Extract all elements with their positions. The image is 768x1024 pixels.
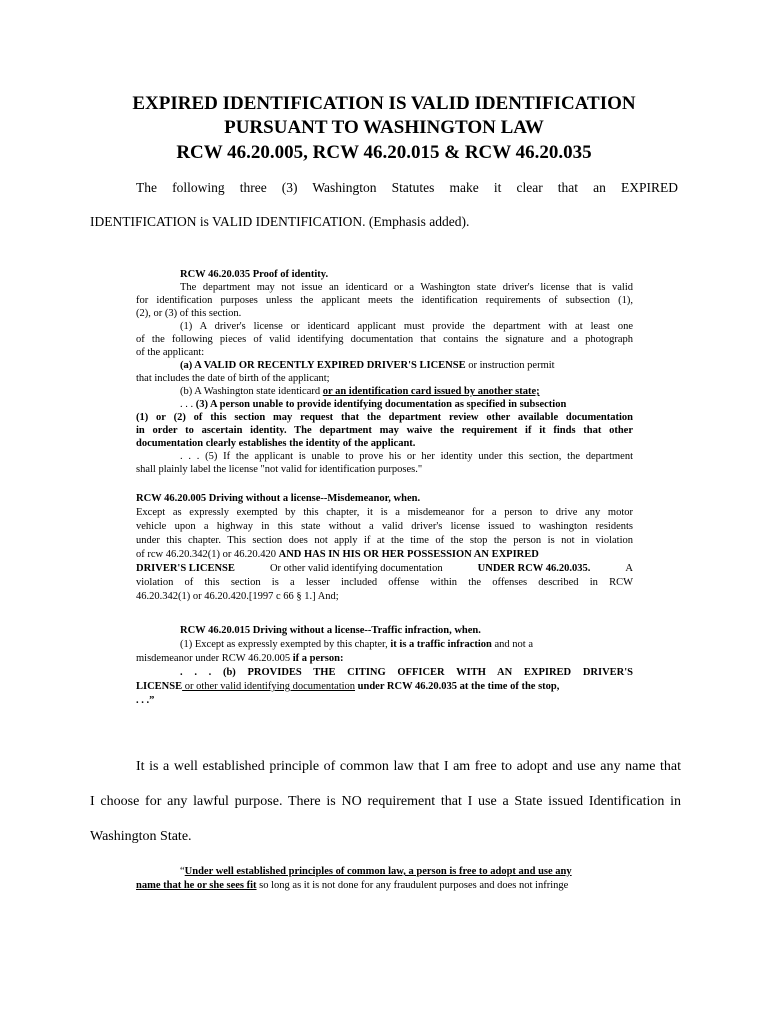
emphasis-text: (a) A VALID OR RECENTLY EXPIRED DRIVER'S LICENSE	[180, 360, 466, 371]
rcw-005-heading: RCW 46.20.005 Driving without a license--Misdemeanor, when.	[136, 493, 421, 504]
quote-line-1	[180, 865, 572, 878]
rcw-005-line: under this chapter. This section does not apply if at the time of the stop the person is not in violation	[136, 535, 633, 546]
emphasis-text: under RCW 46.20.035 at the time of the stop,	[355, 681, 560, 692]
common-law-line-3: Washington State.	[90, 829, 192, 844]
title-line-1: EXPIRED IDENTIFICATION IS VALID IDENTIFICATION	[132, 93, 636, 114]
plain-text: of rcw 46.20.342(1) or 46.20.420	[136, 549, 279, 560]
rcw-005-line: 46.20.342(1) or 46.20.420.[1997 c 66 § 1.] And;	[136, 591, 339, 602]
rcw-015-line	[136, 680, 559, 693]
rcw-035-line: The department may not issue an identicard or a Washington state driver's license that is valid	[180, 282, 633, 293]
emphasis-text: (3) A person unable to provide identifying documentation as specified in subsection	[195, 399, 567, 410]
plain-text: misdemeanor under RCW 46.20.005	[136, 653, 293, 664]
emphasis-text: it is a traffic infraction	[390, 639, 492, 650]
rcw-035-line: that includes the date of birth of the applicant;	[136, 373, 330, 384]
plain-text: A	[625, 563, 633, 574]
emphasis-text: DRIVER'S LICENSE	[136, 563, 235, 574]
emphasis-text: UNDER RCW 46.20.035.	[477, 563, 591, 574]
rcw-035-line: (1) A driver's license or identicard applicant must provide the department with at least one	[180, 321, 633, 332]
rcw-015-line	[136, 652, 343, 665]
plain-text: and not a	[491, 639, 533, 650]
emphasis-text: if a person:	[292, 653, 344, 664]
rcw-035-line: (1) or (2) of this section may request that the department review other available documentation	[136, 412, 633, 423]
intro-line-1: The following three (3) Washington Statutes make it clear that an EXPIRED	[136, 180, 678, 195]
rcw-035-heading: RCW 46.20.035 Proof of identity.	[180, 269, 329, 280]
rcw-005-line	[136, 548, 539, 561]
quote-mark: “	[180, 866, 185, 877]
underlined-text: or other valid identifying documentation	[182, 681, 356, 692]
rcw-035-line: documentation clearly establishes the identity of the applicant.	[136, 438, 416, 449]
rcw-005-line: violation of this section is a lesser included offense within the offenses described in RCW	[136, 577, 633, 588]
emphasis-text: LICENSE	[136, 681, 183, 692]
rcw-005-line	[136, 562, 633, 575]
rcw-035-line	[180, 359, 555, 372]
common-law-line-1: It is a well established principle of common law that I am free to adopt and use any name that	[136, 759, 681, 774]
title-line-2: PURSUANT TO WASHINGTON LAW	[224, 117, 544, 138]
emphasis-text: Under well established principles of common law, a person is free to adopt and use any	[184, 866, 572, 877]
title-line-3: RCW 46.20.005, RCW 46.20.015 & RCW 46.20.035	[176, 142, 592, 163]
plain-text: so long as it is not done for any fraudulent purposes and does not infringe	[256, 880, 569, 891]
rcw-005-line: vehicle upon a highway in this state without a valid driver's license issued to washington residents	[136, 521, 633, 532]
rcw-015-line	[180, 638, 533, 651]
rcw-035-line: (2), or (3) of this section.	[136, 308, 242, 319]
rcw-035-line: shall plainly label the license "not valid for identification purposes."	[136, 464, 423, 475]
plain-text: Or other valid identifying documentation	[269, 563, 443, 574]
emphasis-text: or an identification card issued by another state;	[322, 386, 540, 397]
rcw-035-line: . . . (5) If the applicant is unable to prove his or her identity under this section, the department	[180, 451, 633, 462]
intro-line-2: IDENTIFICATION is VALID IDENTIFICATION. (Emphasis added).	[90, 214, 470, 229]
emphasis-text: AND HAS IN HIS OR HER POSSESSION AN EXPIRED	[278, 549, 539, 560]
plain-text: (1) Except as expressly exempted by this chapter,	[180, 639, 391, 650]
rcw-035-line: for identification purposes unless the applicant meets the identification requirements of subsection (1),	[136, 295, 633, 306]
rcw-035-line: of the following pieces of valid identifying documentation that contains the signature and a photograph	[136, 334, 633, 345]
quote-line-2	[136, 879, 568, 892]
rcw-015-heading: RCW 46.20.015 Driving without a license--Traffic infraction, when.	[180, 625, 481, 636]
rcw-035-line	[180, 398, 566, 411]
rcw-015-line: . . . (b) PROVIDES THE CITING OFFICER WITH AN EXPIRED DRIVER'S	[180, 667, 633, 678]
rcw-035-line	[180, 385, 540, 398]
plain-text: or instruction permit	[465, 360, 555, 371]
rcw-005-line: Except as expressly exempted by this chapter, it is a misdemeanor for a person to drive any motor	[136, 507, 633, 518]
rcw-015-line: . . .”	[136, 695, 155, 706]
plain-text: . . .	[180, 399, 196, 410]
common-law-line-2: I choose for any lawful purpose. There is NO requirement that I use a State issued Identification in	[90, 794, 681, 809]
rcw-035-line: in order to ascertain identity. The department may waive the requirement if it finds that other	[136, 425, 633, 436]
plain-text: (b) A Washington state identicard	[180, 386, 323, 397]
emphasis-text: name that he or she sees fit	[136, 880, 257, 891]
rcw-035-line: of the applicant:	[136, 347, 205, 358]
